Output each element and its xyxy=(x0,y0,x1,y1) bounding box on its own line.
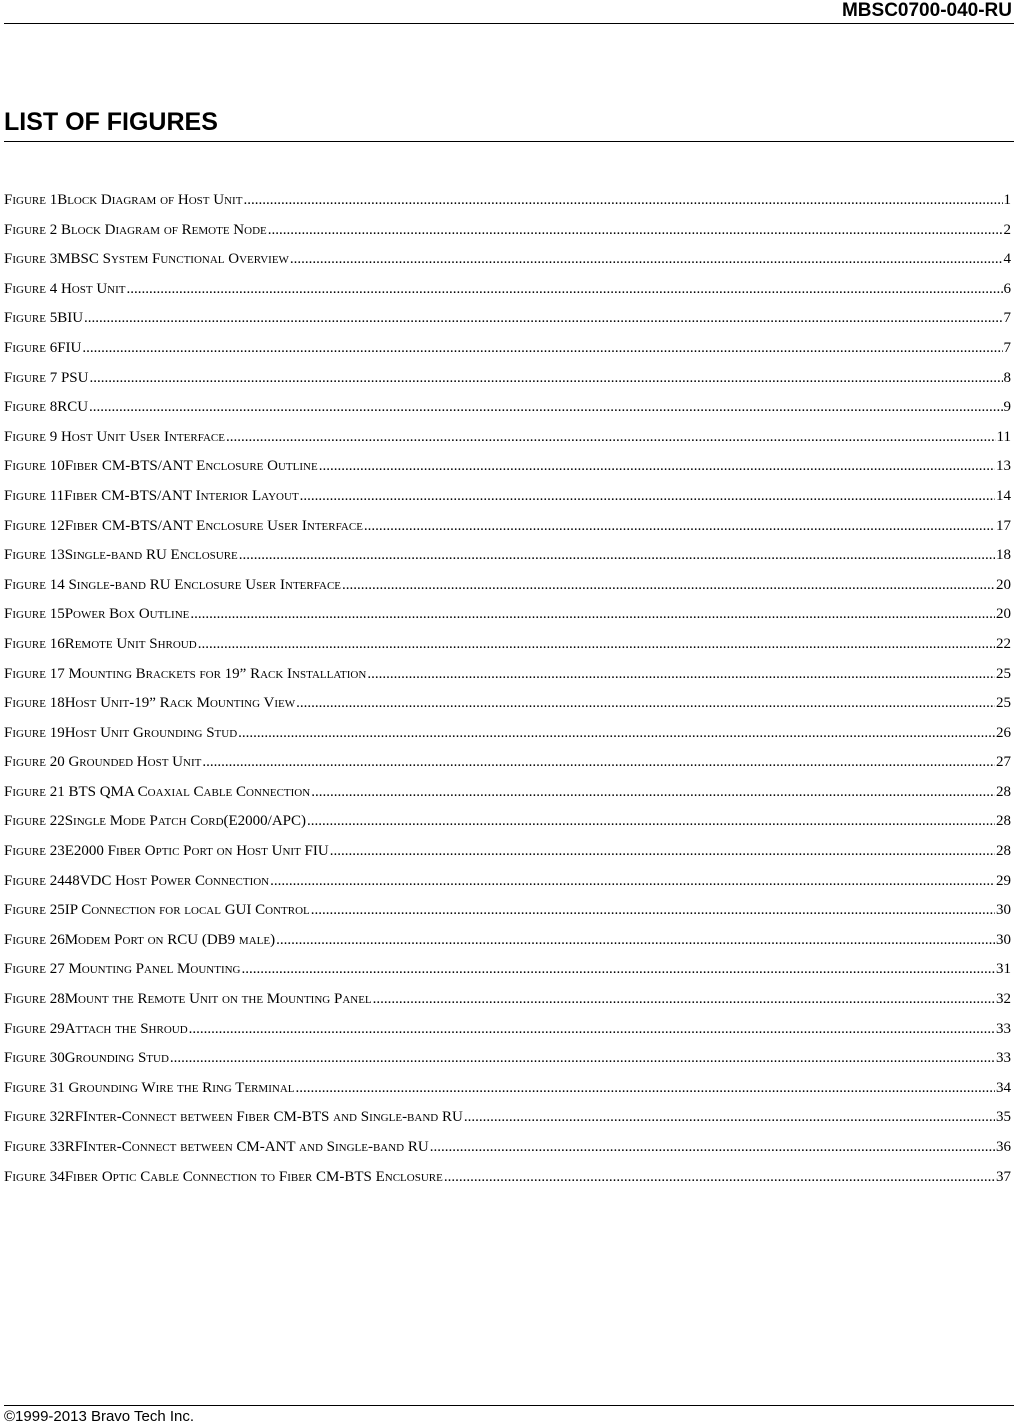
toc-entry-label: Figure 13Single-band RU Enclosure xyxy=(4,547,238,564)
toc-entry[interactable] xyxy=(4,1109,1011,1139)
toc-entry[interactable] xyxy=(4,399,1011,429)
toc-entry-page: 8 xyxy=(1003,369,1011,386)
toc-entry[interactable] xyxy=(4,606,1011,636)
toc-entry-page: 37 xyxy=(996,1168,1011,1185)
list-of-figures xyxy=(4,192,1011,1198)
toc-entry-label: Figure 27 Mounting Panel Mounting xyxy=(4,961,241,978)
toc-entry-label: Figure 2 Block Diagram of Remote Node xyxy=(4,221,267,238)
toc-entry[interactable] xyxy=(4,784,1011,814)
toc-entry[interactable] xyxy=(4,222,1011,252)
toc-dot-leader xyxy=(300,488,995,505)
toc-dot-leader xyxy=(364,518,995,535)
toc-dot-leader xyxy=(342,577,995,594)
toc-dot-leader xyxy=(198,636,995,653)
toc-entry-page: 28 xyxy=(996,813,1011,830)
toc-entry[interactable] xyxy=(4,873,1011,903)
toc-dot-leader xyxy=(82,340,1002,357)
toc-entry-page: 32 xyxy=(996,991,1011,1008)
toc-dot-leader xyxy=(290,251,1003,268)
toc-entry-label: Figure 19Host Unit Grounding Stud xyxy=(4,724,238,741)
toc-entry[interactable] xyxy=(4,932,1011,962)
header-rule xyxy=(4,23,1014,24)
toc-dot-leader xyxy=(189,1021,995,1038)
toc-dot-leader xyxy=(84,310,1002,327)
toc-entry-label: Figure 29Attach the Shroud xyxy=(4,1020,188,1037)
toc-entry[interactable] xyxy=(4,636,1011,666)
toc-entry[interactable] xyxy=(4,518,1011,548)
toc-entry-label: Figure 22Single Mode Patch Cord(E2000/APC) xyxy=(4,813,307,830)
title-rule xyxy=(4,141,1014,142)
toc-entry-label: Figure 9 Host Unit User Interface xyxy=(4,428,225,445)
toc-entry[interactable] xyxy=(4,1139,1011,1169)
toc-entry-page: 2 xyxy=(1003,221,1011,238)
toc-dot-leader xyxy=(367,666,995,683)
toc-entry-label: Figure 14 Single-band RU Enclosure User Interface xyxy=(4,576,342,593)
toc-entry-page: 30 xyxy=(996,931,1011,948)
footer-rule xyxy=(4,1405,1014,1406)
toc-entry-label: Figure 8RCU xyxy=(4,399,89,416)
toc-dot-leader xyxy=(307,813,995,830)
toc-dot-leader xyxy=(89,399,1002,416)
toc-entry-page: 28 xyxy=(996,783,1011,800)
toc-dot-leader xyxy=(242,961,996,978)
toc-dot-leader xyxy=(239,547,995,564)
toc-entry-page: 27 xyxy=(996,754,1011,771)
toc-entry-label: Figure 28Mount the Remote Unit on the Mounting Panel xyxy=(4,991,372,1008)
toc-entry-label: Figure 34Fiber Optic Cable Connection to Fiber CM-BTS Enclosure xyxy=(4,1168,443,1185)
toc-entry[interactable] xyxy=(4,458,1011,488)
toc-entry[interactable] xyxy=(4,577,1011,607)
toc-entry[interactable] xyxy=(4,340,1011,370)
toc-entry[interactable] xyxy=(4,813,1011,843)
toc-entry-page: 36 xyxy=(996,1139,1011,1155)
toc-dot-leader xyxy=(296,1080,996,1097)
toc-entry-page: 17 xyxy=(996,517,1011,534)
toc-entry-label: Figure 30Grounding Stud xyxy=(4,1050,169,1067)
toc-entry-page: 26 xyxy=(996,724,1011,741)
toc-dot-leader xyxy=(268,222,1003,239)
page-title: LIST OF FIGURES xyxy=(4,108,218,136)
toc-dot-leader xyxy=(202,754,995,771)
toc-entry-page: 30 xyxy=(996,902,1011,919)
header-doc-code: MBSC0700-040-RU xyxy=(841,0,1012,21)
toc-entry[interactable] xyxy=(4,991,1011,1021)
toc-entry[interactable] xyxy=(4,1080,1011,1110)
toc-dot-leader xyxy=(464,1109,995,1126)
toc-dot-leader xyxy=(89,370,1002,387)
toc-dot-leader xyxy=(126,281,1002,298)
toc-entry-page: 29 xyxy=(996,872,1011,889)
toc-entry-label: Figure 33RFInter-Connect between CM-ANT and Single-band RU xyxy=(4,1139,429,1155)
toc-entry-label: Figure 18Host Unit-19” Rack Mounting View xyxy=(4,695,296,712)
toc-entry-label: Figure 5BIU xyxy=(4,310,84,327)
toc-entry-page: 25 xyxy=(996,695,1011,712)
toc-dot-leader xyxy=(373,991,995,1008)
toc-entry[interactable] xyxy=(4,488,1011,518)
toc-entry[interactable] xyxy=(4,1050,1011,1080)
toc-entry-label: Figure 26Modem Port on RCU (DB9 male) xyxy=(4,931,276,948)
toc-entry-label: Figure 15Power Box Outline xyxy=(4,606,190,623)
toc-entry[interactable] xyxy=(4,902,1011,932)
toc-entry-page: 4 xyxy=(1003,251,1011,268)
toc-entry-page: 11 xyxy=(996,428,1011,445)
toc-entry[interactable] xyxy=(4,547,1011,577)
toc-dot-leader xyxy=(170,1050,995,1067)
toc-entry-page: 6 xyxy=(1003,280,1011,297)
toc-entry-label: Figure 1Block Diagram of Host Unit xyxy=(4,192,243,208)
toc-entry-page: 25 xyxy=(996,665,1011,682)
toc-entry-label: Figure 10Fiber CM-BTS/ANT Enclosure Outline xyxy=(4,458,318,475)
toc-entry-page: 34 xyxy=(996,1079,1011,1096)
toc-entry[interactable] xyxy=(4,192,1011,222)
toc-entry[interactable] xyxy=(4,961,1011,991)
toc-entry[interactable] xyxy=(4,370,1011,400)
toc-entry-label: Figure 2448VDC Host Power Connection xyxy=(4,872,270,889)
toc-entry[interactable] xyxy=(4,695,1011,725)
toc-entry-label: Figure 25IP Connection for local GUI Control xyxy=(4,902,310,919)
toc-entry-label: Figure 31 Grounding Wire the Ring Terminal xyxy=(4,1079,295,1096)
toc-entry[interactable] xyxy=(4,754,1011,784)
toc-dot-leader xyxy=(276,932,995,949)
toc-entry[interactable] xyxy=(4,251,1011,281)
toc-entry-label: Figure 32RFInter-Connect between Fiber CM-BTS and Single-band RU xyxy=(4,1109,463,1126)
footer-copyright: ©1999-2013 Bravo Tech Inc. xyxy=(4,1408,195,1425)
toc-entry-page: 13 xyxy=(996,458,1011,475)
toc-entry-page: 33 xyxy=(996,1050,1011,1067)
toc-entry-page: 7 xyxy=(1003,339,1011,356)
toc-entry-page: 7 xyxy=(1003,310,1011,327)
toc-entry-label: Figure 11Fiber CM-BTS/ANT Interior Layout xyxy=(4,487,299,504)
toc-entry-label: Figure 12Fiber CM-BTS/ANT Enclosure User Interface xyxy=(4,517,363,534)
toc-entry-label: Figure 23E2000 Fiber Optic Port on Host Unit FIU xyxy=(4,843,329,860)
toc-entry-label: Figure 4 Host Unit xyxy=(4,280,126,297)
toc-entry-page: 18 xyxy=(996,547,1011,564)
toc-entry-page: 9 xyxy=(1003,399,1011,416)
toc-entry[interactable] xyxy=(4,310,1011,340)
toc-entry-label: Figure 16Remote Unit Shroud xyxy=(4,635,197,652)
toc-dot-leader xyxy=(330,843,995,860)
toc-entry-page: 20 xyxy=(996,576,1011,593)
toc-entry-page: 31 xyxy=(996,961,1011,978)
toc-entry[interactable] xyxy=(4,666,1011,696)
toc-dot-leader xyxy=(238,725,995,742)
toc-dot-leader xyxy=(270,873,995,890)
toc-dot-leader xyxy=(430,1139,995,1156)
toc-entry-label: Figure 17 Mounting Brackets for 19” Rack Installation xyxy=(4,665,367,682)
toc-dot-leader xyxy=(444,1169,995,1186)
toc-dot-leader xyxy=(311,784,995,801)
toc-entry-page: 1 xyxy=(1003,192,1011,208)
toc-entry[interactable] xyxy=(4,1021,1011,1051)
toc-entry-page: 22 xyxy=(996,635,1011,652)
toc-dot-leader xyxy=(319,458,995,475)
toc-entry[interactable] xyxy=(4,429,1011,459)
toc-entry[interactable] xyxy=(4,281,1011,311)
toc-dot-leader xyxy=(296,695,995,712)
toc-entry-page: 14 xyxy=(996,487,1011,504)
toc-entry-page: 33 xyxy=(996,1020,1011,1037)
toc-entry[interactable] xyxy=(4,725,1011,755)
toc-entry-label: Figure 7 PSU xyxy=(4,369,89,386)
toc-dot-leader xyxy=(311,902,995,919)
toc-entry-page: 35 xyxy=(996,1109,1011,1126)
toc-entry[interactable] xyxy=(4,1169,1011,1199)
toc-entry-label: Figure 21 BTS QMA Coaxial Cable Connection xyxy=(4,783,311,800)
toc-dot-leader xyxy=(190,606,995,623)
toc-entry-page: 28 xyxy=(996,843,1011,860)
toc-entry-page: 20 xyxy=(996,606,1011,623)
toc-entry[interactable] xyxy=(4,843,1011,873)
toc-entry-label: Figure 3MBSC System Functional Overview xyxy=(4,251,289,268)
toc-entry-label: Figure 6FIU xyxy=(4,339,82,356)
toc-entry-label: Figure 20 Grounded Host Unit xyxy=(4,754,202,771)
toc-dot-leader xyxy=(226,429,996,446)
toc-dot-leader xyxy=(243,192,1002,209)
